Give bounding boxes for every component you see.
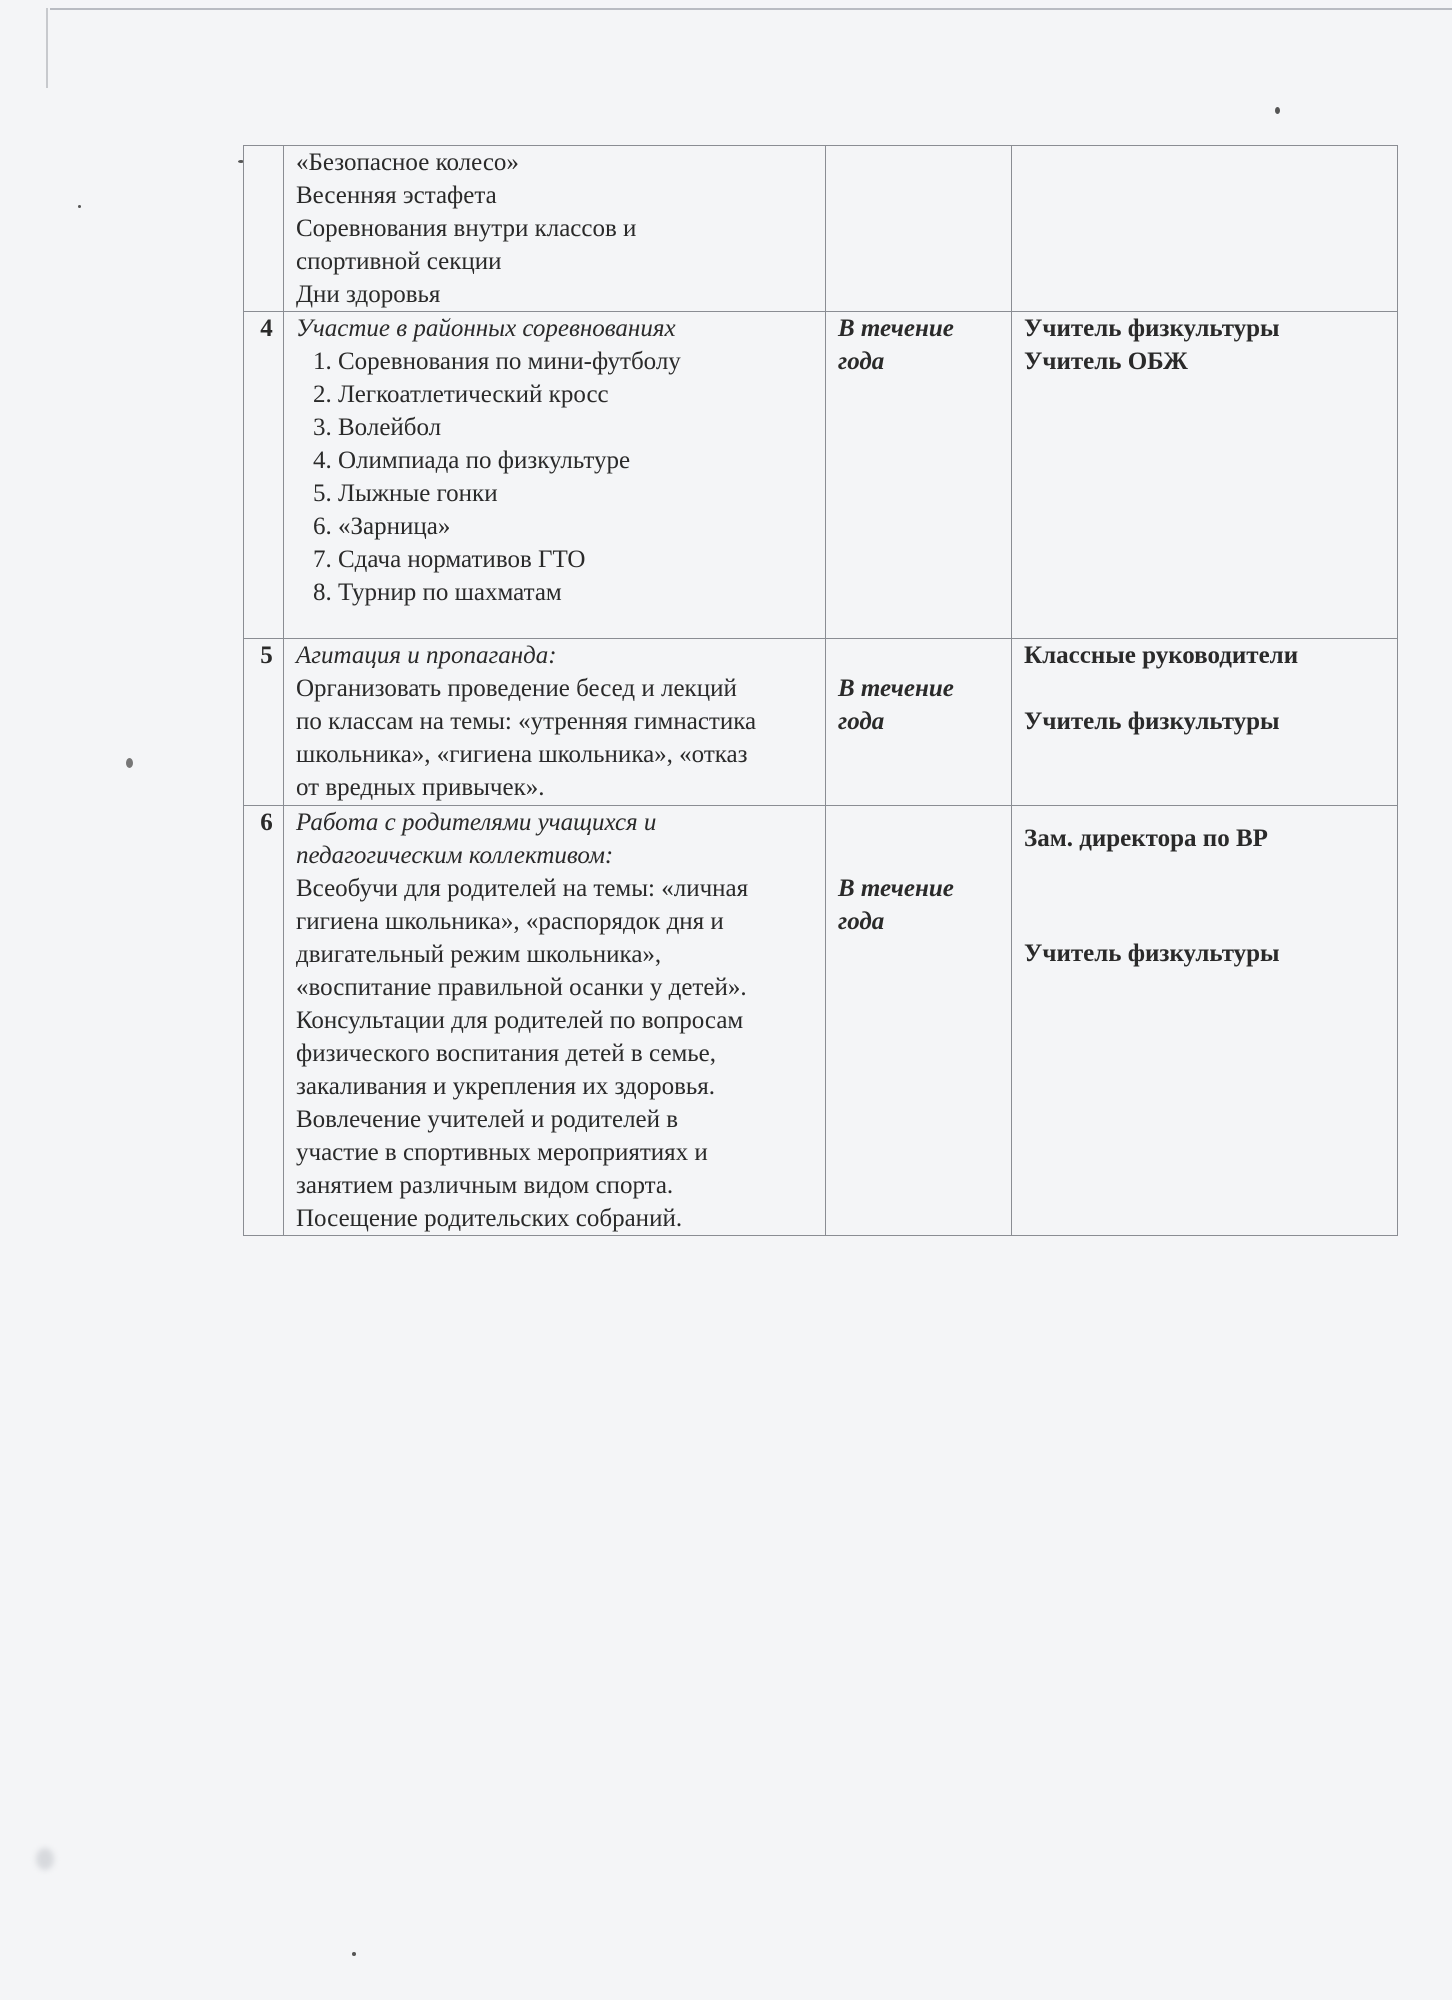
scan-speck (1275, 107, 1280, 114)
activity-line: Консультации для родителей по вопросам (296, 1007, 744, 1034)
responsible-cell (1012, 312, 1398, 639)
term-text: года (838, 908, 885, 935)
responsible-text: Зам. директора по ВР (1024, 825, 1268, 852)
activity-line: школьника», «гигиена школьника», «отказ (296, 741, 748, 768)
table-row-continuation (244, 146, 1398, 312)
scan-page-edge (50, 8, 1452, 10)
activity-line: двигательный режим школьника», (296, 941, 662, 968)
table-row-6 (244, 806, 1398, 1236)
row-number-cell (244, 146, 284, 312)
activity-line: закаливания и укрепления их здоровья. (296, 1073, 716, 1100)
activity-cell (284, 806, 826, 1236)
responsible-text: Классные руководители (1024, 642, 1299, 669)
term-cell (826, 639, 1012, 806)
activity-line: «Безопасное колесо» (296, 149, 519, 176)
activity-heading: педагогическим коллективом: (296, 842, 614, 869)
activity-cell (284, 146, 826, 312)
activity-heading: Агитация и пропаганда: (296, 642, 557, 669)
table-row-5 (244, 639, 1398, 806)
row-number-cell: 4 (244, 312, 284, 639)
activity-line: Вовлечение учителей и родителей в (296, 1106, 679, 1133)
list-item: 4. Олимпиада по физкультуре (338, 444, 819, 477)
activity-line: Соревнования внутри классов и (296, 215, 637, 242)
scan-speck (126, 758, 133, 768)
scan-page-edge-left (46, 8, 48, 88)
list-item: 2. Легкоатлетический кросс (338, 378, 819, 411)
row-number-cell: 6 (244, 806, 284, 1236)
activity-line: от вредных привычек». (296, 774, 545, 801)
responsible-text: Учитель физкультуры (1024, 708, 1280, 735)
responsible-text: Учитель ОБЖ (1024, 348, 1188, 375)
responsible-text: Учитель физкультуры (1024, 940, 1280, 967)
activity-line: «воспитание правильной осанки у детей». (296, 974, 747, 1001)
list-item: 3. Волейбол (338, 411, 819, 444)
activity-line: гигиена школьника», «распорядок дня и (296, 908, 724, 935)
activity-plan-table (243, 145, 1398, 1236)
activity-line: Посещение родительских собраний. (296, 1205, 683, 1232)
term-cell (826, 312, 1012, 639)
term-text: В течение (838, 875, 954, 902)
activity-line: Весенняя эстафета (296, 182, 497, 209)
term-text: года (838, 708, 885, 735)
responsible-text: Учитель физкультуры (1024, 315, 1280, 342)
term-cell (826, 146, 1012, 312)
responsible-cell (1012, 806, 1398, 1236)
list-item: 1. Соревнования по мини-футболу (338, 345, 819, 378)
list-item: 5. Лыжные гонки (338, 477, 819, 510)
term-text: В течение (838, 315, 954, 342)
term-cell (826, 806, 1012, 1236)
activity-line: физического воспитания детей в семье, (296, 1040, 717, 1067)
activity-heading: Участие в районных соревнованиях (296, 315, 676, 342)
scan-smudge (36, 1848, 54, 1870)
activity-line: Дни здоровья (296, 281, 441, 308)
list-item: 7. Сдача нормативов ГТО (338, 543, 819, 576)
activity-line: занятием различным видом спорта. (296, 1172, 674, 1199)
activity-line: по классам на темы: «утренняя гимнастика (296, 708, 757, 735)
list-item: 8. Турнир по шахматам (338, 576, 819, 609)
row-number-cell: 5 (244, 639, 284, 806)
responsible-cell (1012, 146, 1398, 312)
activity-line: спортивной секции (296, 248, 502, 275)
activity-line: Организовать проведение бесед и лекций (296, 675, 737, 702)
competition-list (296, 345, 819, 609)
term-text: В течение (838, 675, 954, 702)
activity-line: Всеобучи для родителей на темы: «личная (296, 875, 749, 902)
scan-speck (78, 205, 81, 208)
responsible-cell (1012, 639, 1398, 806)
activity-line: участие в спортивных мероприятиях и (296, 1139, 708, 1166)
scan-speck (352, 1952, 356, 1956)
term-text: года (838, 348, 885, 375)
activity-cell (284, 639, 826, 806)
table-row-4 (244, 312, 1398, 639)
list-item: 6. «Зарница» (338, 510, 819, 543)
activity-heading: Работа с родителями учащихся и (296, 809, 657, 836)
activity-cell (284, 312, 826, 639)
